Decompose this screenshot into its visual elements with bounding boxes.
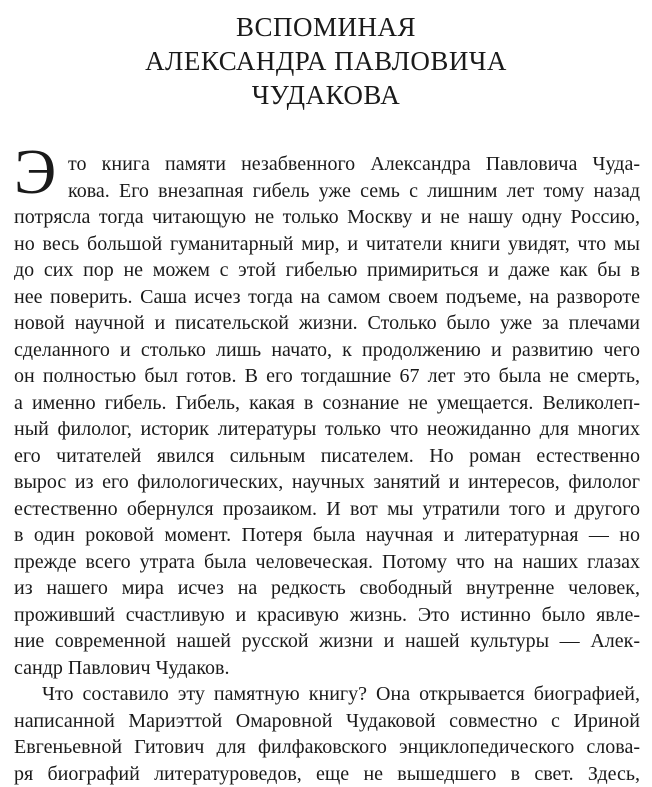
text-line: то книга памяти незабвенного Александра Павловича Чуда- — [14, 151, 640, 178]
text-line: кова. Его внезапная гибель уже семь с лишним лет тому назад — [14, 178, 640, 205]
text-line: естественно обернулся прозаиком. И вот мы утратили того и другого — [14, 496, 640, 523]
text-line: сделанного и столько лишь начато, к продолжению и развитию чего — [14, 337, 640, 364]
text-line: но весь большой гуманитарный мир, и читатели книги увидят, что мы — [14, 231, 640, 258]
text-line: потрясла тогда читающую не только Москву и не нашу одну Россию, — [14, 204, 640, 231]
drop-cap-letter: Э — [14, 140, 56, 204]
text-line: из нашего мира исчез на редкость свободный внутренне человек, — [14, 575, 640, 602]
text-line: в один роковой момент. Потеря была научная и литературная — но — [14, 522, 640, 549]
chapter-title-line-1: ВСПОМИНАЯ — [0, 10, 652, 44]
text-line: Что составило эту памятную книгу? Она открывается биографией, — [14, 681, 640, 708]
text-line: до сих пор не можем с этой гибелью примириться и даже как бы в — [14, 257, 640, 284]
chapter-title — [0, 10, 652, 112]
text-line: он полностью был готов. В его тогдашние 67 лет это была не смерть, — [14, 363, 640, 390]
chapter-title-line-2: АЛЕКСАНДРА ПАВЛОВИЧА — [0, 44, 652, 78]
text-line: сандр Павлович Чудаков. — [14, 655, 640, 682]
paragraph-2 — [14, 681, 640, 787]
text-line: новой научной и писательской жизни. Столько было уже за плечами — [14, 310, 640, 337]
text-line: ря биографий литературоведов, еще не вышедшего в свет. Здесь, — [14, 761, 640, 787]
text-line: его читателей явился сильным писателем. Но роман естественно — [14, 443, 640, 470]
text-line: Евгеньевной Гитович для филфаковского энциклопедического слова- — [14, 734, 640, 761]
text-line: нее поверить. Саша исчез тогда на самом своем подъеме, на развороте — [14, 284, 640, 311]
paragraph-1 — [14, 151, 640, 681]
text-line: а именно гибель. Гибель, какая в сознание не умещается. Великолеп- — [14, 390, 640, 417]
text-line: вырос из его филологических, научных занятий и интересов, филолог — [14, 469, 640, 496]
text-line: проживший счастливую и красивую жизнь. Это истинно было явле- — [14, 602, 640, 629]
text-line: написанной Мариэттой Омаровной Чудаковой совместно с Ириной — [14, 708, 640, 735]
chapter-title-line-3: ЧУДАКОВА — [0, 78, 652, 112]
text-line: прежде всего утрата была человеческая. Потому что на наших глазах — [14, 549, 640, 576]
body-text — [14, 151, 640, 787]
text-line: ние современной нашей русской жизни и нашей культуры — Алек- — [14, 628, 640, 655]
text-line: ный филолог, историк литературы только что неожиданно для многих — [14, 416, 640, 443]
